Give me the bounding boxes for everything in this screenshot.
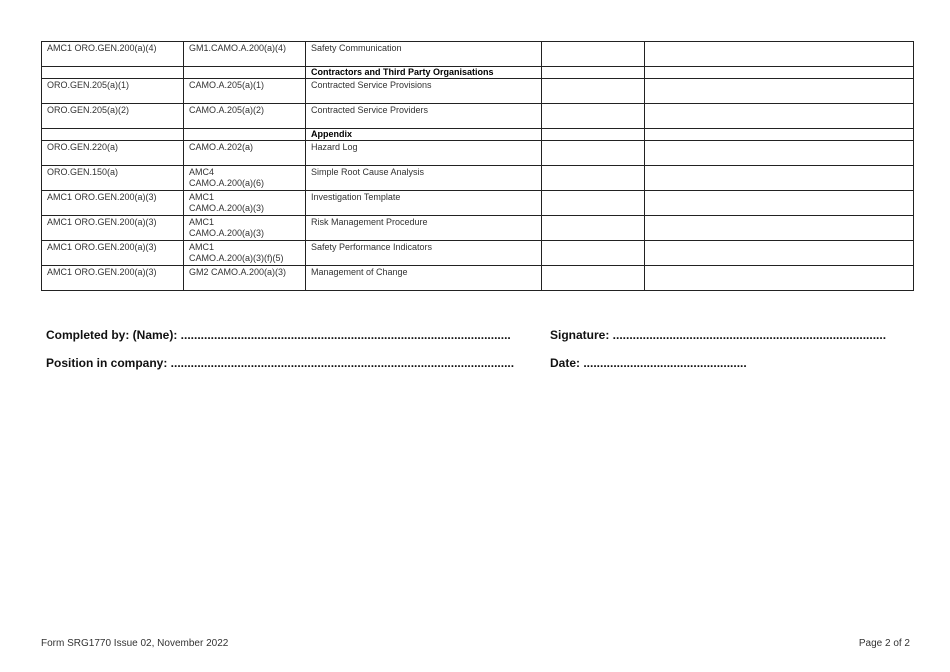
table-row <box>42 266 914 291</box>
completed-by-field[interactable]: Completed by: (Name): ................................................................................................... <box>46 328 511 342</box>
ref-oro-cell: AMC1 ORO.GEN.200(a)(3) <box>42 216 184 241</box>
blank-cell-b[interactable] <box>645 141 914 166</box>
blank-cell-b[interactable] <box>645 166 914 191</box>
page-number: Page 2 of 2 <box>858 638 910 649</box>
table-row <box>42 241 914 266</box>
topic-cell: Safety Communication <box>306 42 542 67</box>
blank-cell-b[interactable] <box>645 79 914 104</box>
ref-oro-cell: ORO.GEN.150(a) <box>42 166 184 191</box>
table-row <box>42 42 914 67</box>
form-identifier: Form SRG1770 Issue 02, November 2022 <box>41 638 229 649</box>
ref-oro-cell: AMC1 ORO.GEN.200(a)(4) <box>42 42 184 67</box>
table-row <box>42 216 914 241</box>
ref-oro-cell: AMC1 ORO.GEN.200(a)(3) <box>42 266 184 291</box>
blank-cell-b[interactable] <box>645 266 914 291</box>
blank-cell-a[interactable] <box>542 216 645 241</box>
ref-camo-cell: GM1.CAMO.A.200(a)(4) <box>184 42 306 67</box>
blank-cell-b[interactable] <box>645 67 914 79</box>
ref-camo-cell: AMC1 CAMO.A.200(a)(3)(f)(5) <box>184 241 306 266</box>
blank-cell-a[interactable] <box>542 67 645 79</box>
blank-cell-a[interactable] <box>542 104 645 129</box>
topic-cell: Investigation Template <box>306 191 542 216</box>
ref-camo-cell: AMC1 CAMO.A.200(a)(3) <box>184 216 306 241</box>
blank-cell-b[interactable] <box>645 129 914 141</box>
ref-camo-cell: AMC4 CAMO.A.200(a)(6) <box>184 166 306 191</box>
section-header-row <box>42 67 914 79</box>
table-row <box>42 79 914 104</box>
blank-cell-a[interactable] <box>542 129 645 141</box>
ref-oro-cell <box>42 129 184 141</box>
ref-camo-cell: CAMO.A.202(a) <box>184 141 306 166</box>
section-heading: Appendix <box>306 129 542 141</box>
ref-oro-cell: AMC1 ORO.GEN.200(a)(3) <box>42 191 184 216</box>
topic-cell: Management of Change <box>306 266 542 291</box>
section-heading: Contractors and Third Party Organisations <box>306 67 542 79</box>
topic-cell: Safety Performance Indicators <box>306 241 542 266</box>
ref-camo-cell: CAMO.A.205(a)(2) <box>184 104 306 129</box>
ref-oro-cell: ORO.GEN.220(a) <box>42 141 184 166</box>
blank-cell-b[interactable] <box>645 104 914 129</box>
topic-cell: Risk Management Procedure <box>306 216 542 241</box>
compliance-table <box>41 41 914 291</box>
topic-cell: Hazard Log <box>306 141 542 166</box>
ref-camo-cell <box>184 67 306 79</box>
blank-cell-a[interactable] <box>542 191 645 216</box>
blank-cell-a[interactable] <box>542 141 645 166</box>
ref-oro-cell: ORO.GEN.205(a)(1) <box>42 79 184 104</box>
table-row <box>42 104 914 129</box>
ref-camo-cell <box>184 129 306 141</box>
ref-camo-cell: GM2 CAMO.A.200(a)(3) <box>184 266 306 291</box>
blank-cell-a[interactable] <box>542 79 645 104</box>
blank-cell-a[interactable] <box>542 241 645 266</box>
topic-cell: Simple Root Cause Analysis <box>306 166 542 191</box>
table-row <box>42 166 914 191</box>
ref-oro-cell: AMC1 ORO.GEN.200(a)(3) <box>42 241 184 266</box>
blank-cell-a[interactable] <box>542 266 645 291</box>
ref-oro-cell: ORO.GEN.205(a)(2) <box>42 104 184 129</box>
ref-camo-cell: AMC1 CAMO.A.200(a)(3) <box>184 191 306 216</box>
blank-cell-a[interactable] <box>542 166 645 191</box>
position-in-company-field[interactable]: Position in company: ....................................................................................................... <box>46 356 515 370</box>
topic-cell: Contracted Service Provisions <box>306 79 542 104</box>
blank-cell-b[interactable] <box>645 191 914 216</box>
signature-field[interactable]: Signature: .................................................................................. <box>550 328 887 342</box>
topic-cell: Contracted Service Providers <box>306 104 542 129</box>
blank-cell-b[interactable] <box>645 216 914 241</box>
ref-oro-cell <box>42 67 184 79</box>
ref-camo-cell: CAMO.A.205(a)(1) <box>184 79 306 104</box>
section-header-row <box>42 129 914 141</box>
date-field[interactable]: Date: ................................................. <box>550 356 747 370</box>
table-row <box>42 141 914 166</box>
blank-cell-b[interactable] <box>645 42 914 67</box>
blank-cell-a[interactable] <box>542 42 645 67</box>
blank-cell-b[interactable] <box>645 241 914 266</box>
table-row <box>42 191 914 216</box>
